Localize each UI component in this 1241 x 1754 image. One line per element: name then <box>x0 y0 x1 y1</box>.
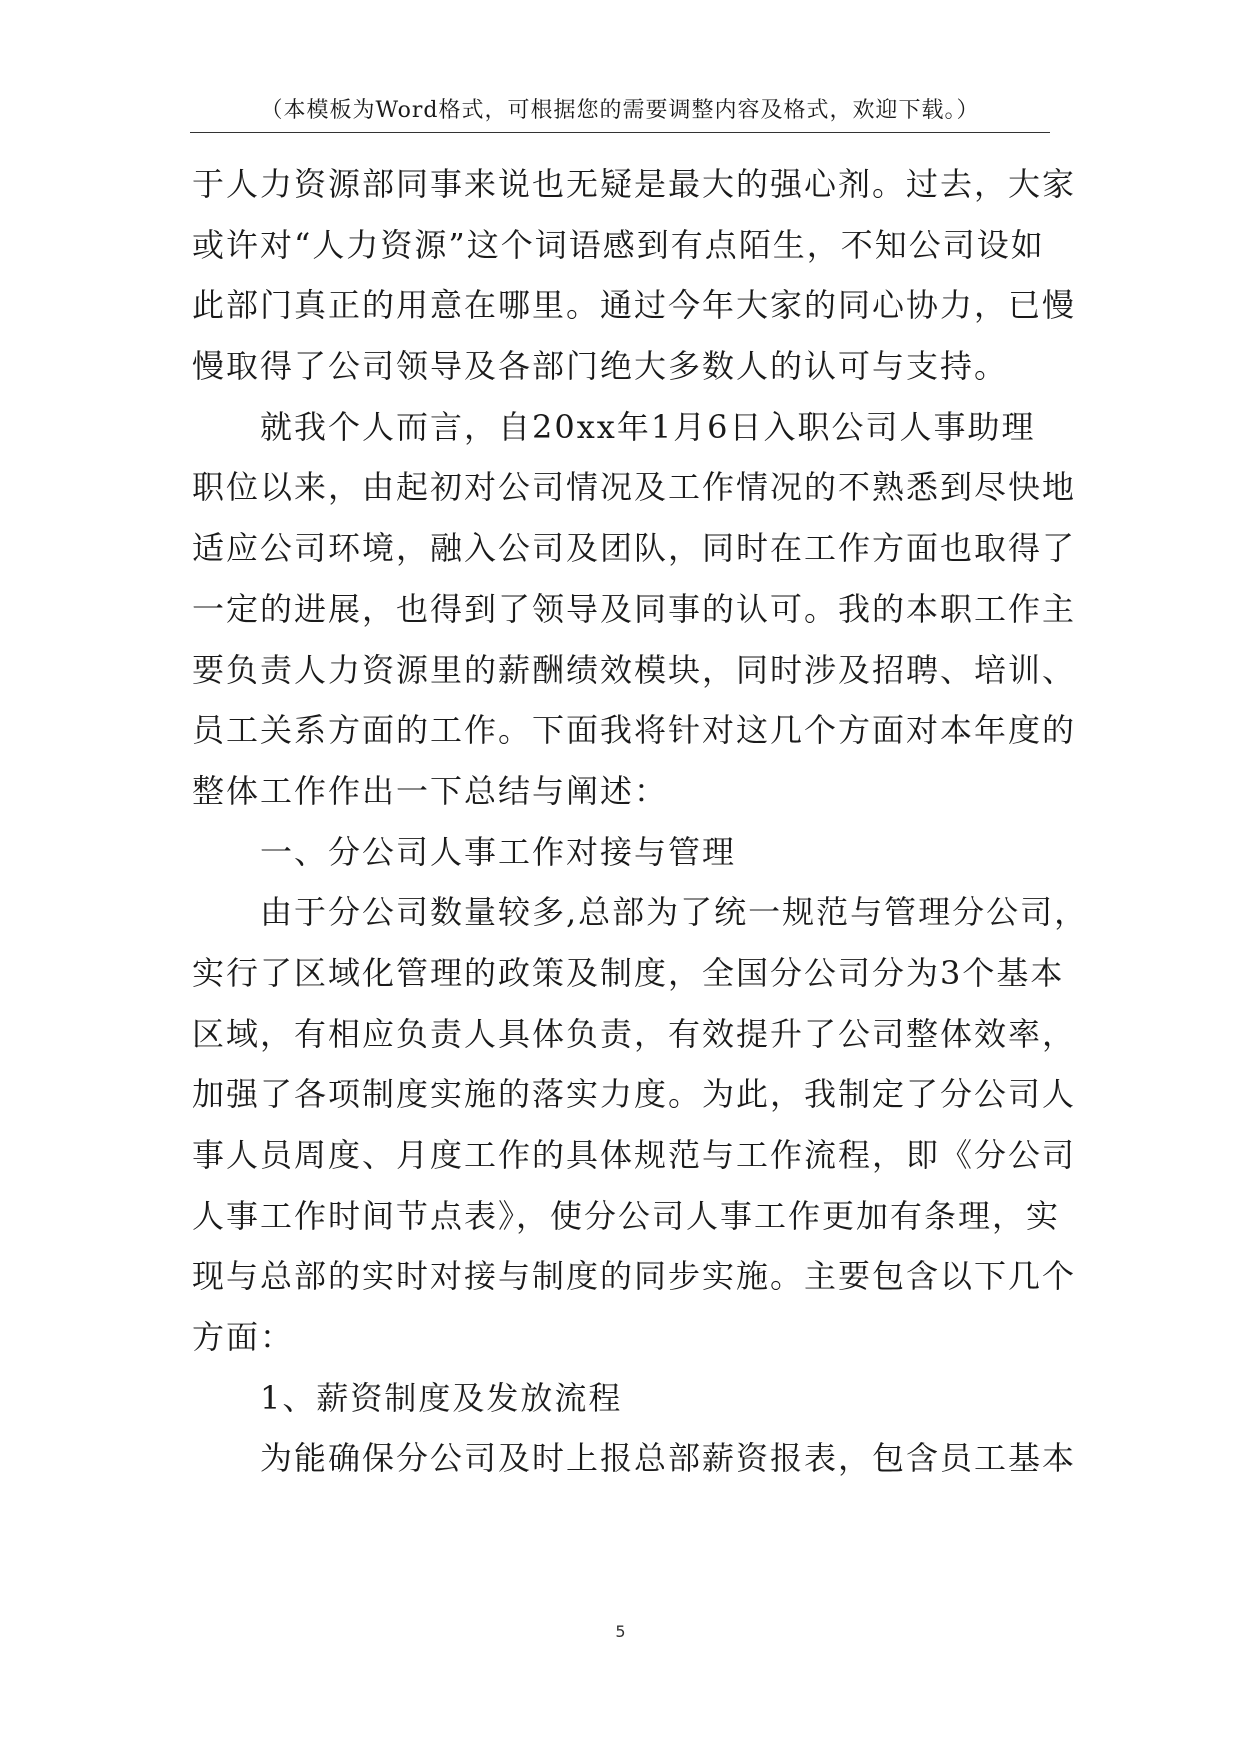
body-line: 人事工作时间节点表》，使分公司人事工作更加有条理，实 <box>192 1196 1061 1235</box>
body-line: 由于分公司数量较多,总部为了统一规范与管理分公司， <box>260 893 1089 932</box>
body-line: 方面： <box>192 1318 295 1357</box>
body-line: 要负责人力资源里的薪酬绩效模块，同时涉及招聘、培训、 <box>192 650 1077 689</box>
body-line: 慢取得了公司领导及各部门绝大多数人的认可与支持。 <box>192 347 1009 386</box>
body-line: 为能确保分公司及时上报总部薪资报表，包含员工基本 <box>260 1439 1077 1478</box>
body-line: 职位以来，由起初对公司情况及工作情况的不熟悉到尽快地 <box>192 468 1077 507</box>
body-line: 事人员周度、月度工作的具体规范与工作流程，即《分公司 <box>192 1136 1077 1174</box>
body-line: 或许对“人力资源”这个词语感到有点陌生，不知公司设如 <box>192 225 1045 264</box>
page-number: 5 <box>615 1622 626 1641</box>
body-line: 区域，有相应负责人具体负责，有效提升了公司整体效率， <box>192 1014 1077 1053</box>
document-body <box>192 154 1089 1489</box>
body-line: 现与总部的实时对接与制度的同步实施。主要包含以下几个 <box>192 1257 1077 1296</box>
body-line: 加强了各项制度实施的落实力度。为此，我制定了分公司人 <box>192 1075 1077 1114</box>
template-note-header: （本模板为Word格式，可根据您的需要调整内容及格式，欢迎下载。） <box>260 98 980 123</box>
subsection-heading: 1、薪资制度及发放流程 <box>260 1378 623 1417</box>
body-line: 实行了区域化管理的政策及制度，全国分公司分为3个基本 <box>192 953 1065 992</box>
body-line: 整体工作作出一下总结与阐述： <box>192 771 669 810</box>
body-line: 此部门真正的用意在哪里。通过今年大家的同心协力，已慢 <box>192 286 1077 325</box>
body-line: 于人力资源部同事来说也无疑是最大的强心剂。过去，大家 <box>192 165 1077 203</box>
body-line: 就我个人而言，自20xx年1月6日入职公司人事助理 <box>260 407 1036 446</box>
section-heading: 一、分公司人事工作对接与管理 <box>260 832 737 871</box>
body-line: 适应公司环境，融入公司及团队，同时在工作方面也取得了 <box>192 529 1077 568</box>
body-line: 员工关系方面的工作。下面我将针对这几个方面对本年度的 <box>192 711 1077 750</box>
body-line: 一定的进展，也得到了领导及同事的认可。我的本职工作主 <box>192 589 1077 628</box>
header-divider <box>190 132 1050 133</box>
